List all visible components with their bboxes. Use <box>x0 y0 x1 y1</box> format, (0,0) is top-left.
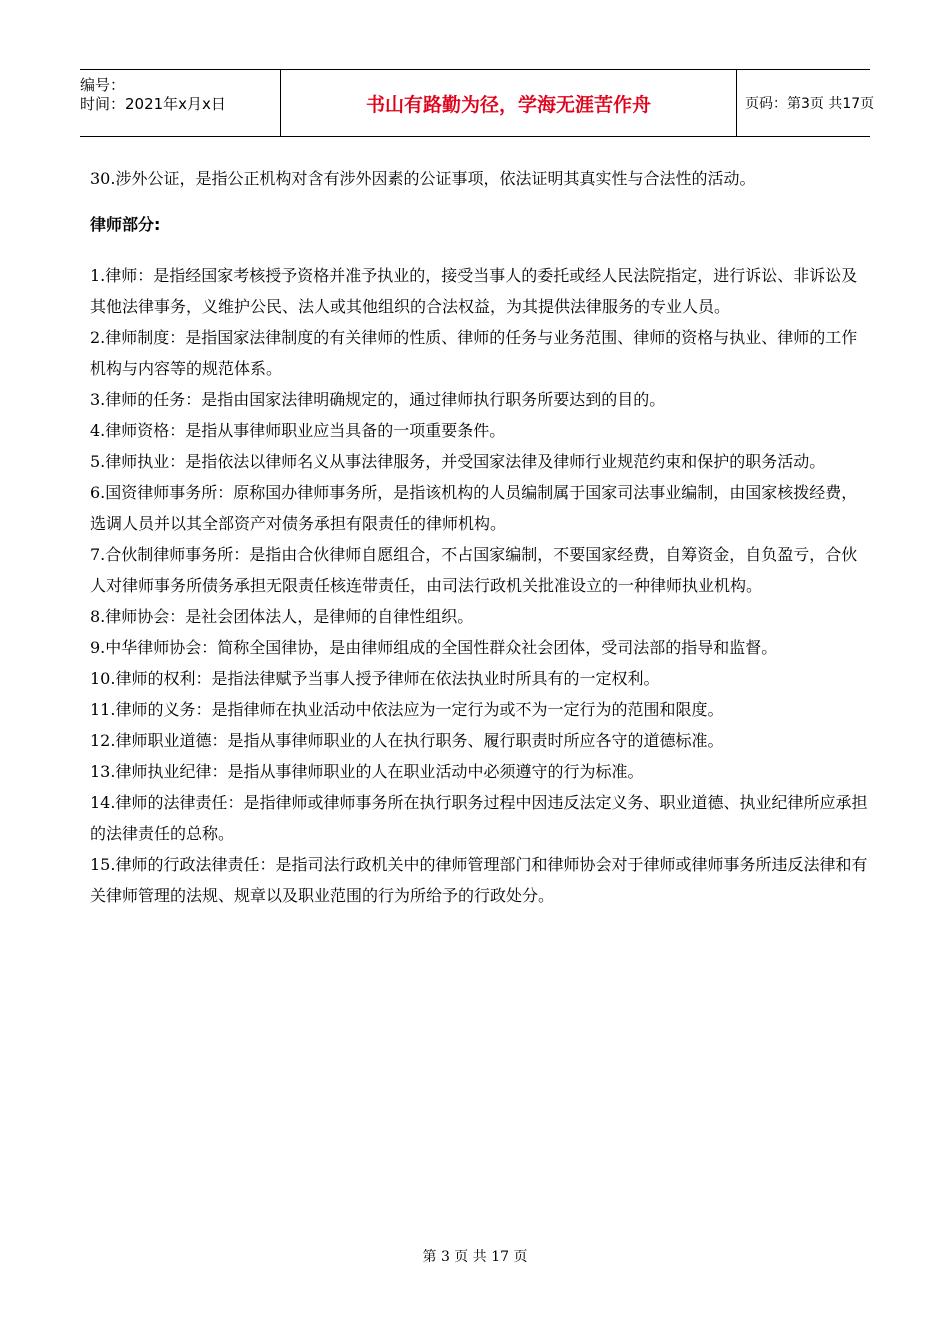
definition-item: 5.律师执业：是指依法以律师名义从事法律服务，并受国家法律及律师行业规范约束和保护的职务活动。 <box>90 452 826 471</box>
page-footer: 第 3 页 共 17 页 <box>422 1249 528 1265</box>
definition-item: 13.律师执业纪律：是指从事律师职业的人在职业活动中必须遵守的行为标准。 <box>90 762 644 781</box>
definition-item: 9.中华律师协会：简称全国律协，是由律师组成的全国性群众社会团体，受司法部的指导和监督。 <box>90 638 778 657</box>
definition-item: 6.国资律师事务所：原称国办律师事务所，是指该机构的人员编制属于国家司法事业编制，由国家核拨经费，选调人员并以其全部资产对债务承担有限责任的律师机构。 <box>90 483 858 533</box>
document-body <box>90 163 870 911</box>
header-page-info: 页码：第3页 共17页 <box>745 96 875 112</box>
definition-item: 3.律师的任务：是指由国家法律明确规定的，通过律师执行职务所要达到的目的。 <box>90 390 666 409</box>
definition-item: 4.律师资格：是指从事律师职业应当具备的一项重要条件。 <box>90 421 506 440</box>
definition-item: 10.律师的权利：是指法律赋予当事人授予律师在依法执业时所具有的一定权利。 <box>90 669 660 688</box>
definition-item: 11.律师的义务：是指律师在执业活动中依法应为一定行为或不为一定行为的范围和限度。 <box>90 700 724 719</box>
definition-item: 7.合伙制律师事务所：是指由合伙律师自愿组合，不占国家编制，不要国家经费，自筹资金，自负盈亏，合伙人对律师事务所债务承担无限责任核连带责任，由司法行政机关批准设立的一种律师执业机构。 <box>90 545 858 595</box>
number-label: 编号： <box>80 76 126 94</box>
definition-item: 1.律师：是指经国家考核授予资格并准予执业的，接受当事人的委托或经人民法院指定，进行诉讼、非诉讼及其他法律事务，义维护公民、法人或其他组织的合法权益，为其提供法律服务的专业人员。 <box>90 266 858 316</box>
definition-item: 12.律师职业道德：是指从事律师职业的人在执行职务、履行职责时所应各守的道德标准。 <box>90 731 724 750</box>
definition-item: 2.律师制度：是指国家法律制度的有关律师的性质、律师的任务与业务范围、律师的资格与执业、律师的工作机构与内容等的规范体系。 <box>90 328 858 378</box>
definition-item: 14.律师的法律责任：是指律师或律师事务所在执行职务过程中因违反法定义务、职业道德、执业纪律所应承担的法律责任的总称。 <box>90 793 868 843</box>
definition-item: 15.律师的行政法律责任：是指司法行政机关中的律师管理部门和律师协会对于律师或律师事务所违反法律和有关律师管理的法规、规章以及职业范围的行为所给予的行政处分。 <box>90 855 868 905</box>
page-header <box>80 69 875 137</box>
time-label: 时间：2021年x月x日 <box>80 95 226 113</box>
paragraph-30: 30.涉外公证，是指公正机构对含有涉外因素的公证事项，依法证明其真实性与合法性的活动。 <box>90 169 756 188</box>
section-heading: 律师部分: <box>90 215 161 234</box>
header-meta <box>80 70 280 136</box>
definition-item: 8.律师协会：是社会团体法人，是律师的自律性组织。 <box>90 607 474 626</box>
header-motto: 书山有路勤为径，学海无涯苦作舟 <box>280 70 737 136</box>
